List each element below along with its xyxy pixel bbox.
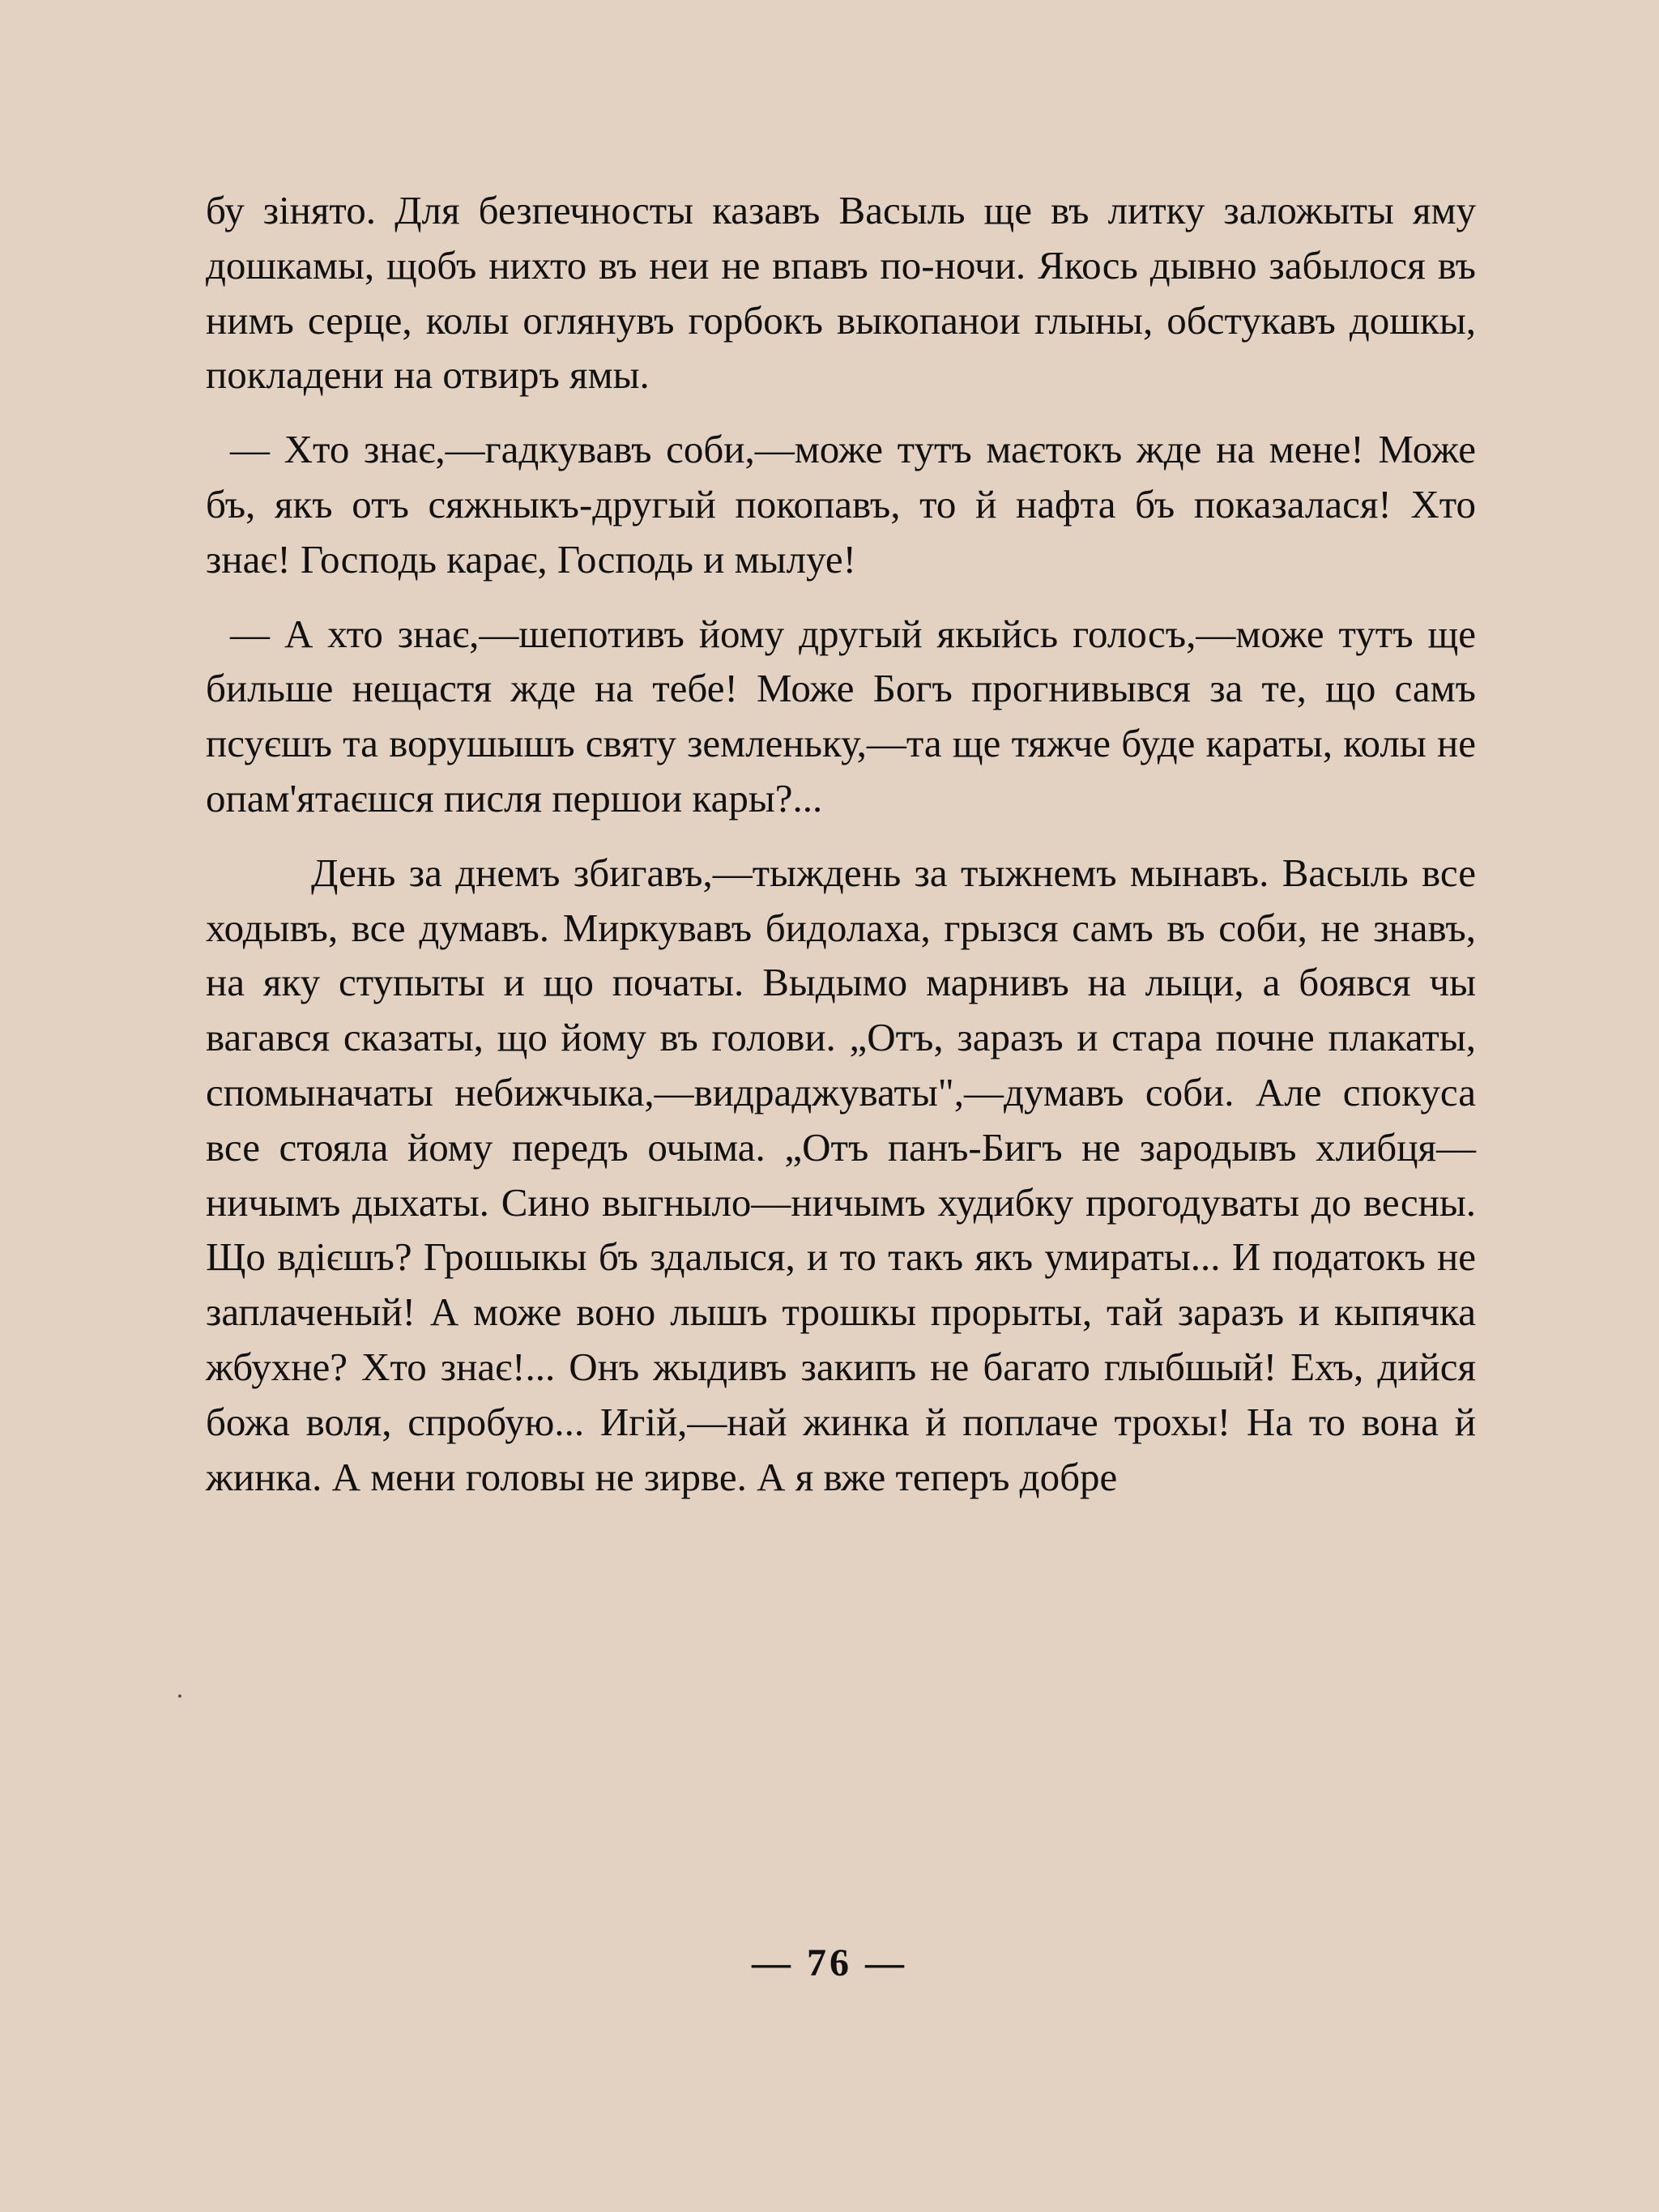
page-text [206, 183, 1476, 1504]
paragraph-3: — А хто знає,—шепотивъ йому другый якыйсь голосъ,—може тутъ ще бильше нещастя жде на тебе! Може Богъ прогнивывся за те, що самъ псуєшъ та ворушышъ святу земленьку,—та ще тяжче буде караты, колы не опам'ятаєшся писля першои кары?... [206, 611, 1476, 820]
paragraph-2: — Хто знає,—гадкувавъ соби,—може тутъ маєтокъ жде на мене! Може бъ, якъ отъ сяжныкъ-другый покопавъ, то й нафта бъ показалася! Хто знає! Господь карає, Господь и мылуе! [206, 427, 1476, 582]
scan-speck [178, 1694, 181, 1698]
paragraph-4: День за днемъ збигавъ,—тыждень за тыжнемъ мынавъ. Васыль все ходывъ, все думавъ. Миркувавъ бидолаха, грызся самъ въ соби, не знавъ, на яку ступыты и що почaты. Выдымо марнивъ на лыци, а боявся чы вагався сказаты, що йому въ голови. „Отъ, заразъ и стара почне плакаты, спомыначаты небижчыка,—видраджуваты",—думавъ соби. Але спокуса все стояла йому передъ очыма. „Отъ панъ-Бигъ не зародывъ хлибця—ничымъ дыхаты. Сино выгныло—ничымъ худибку прогодуваты до весны. Що вдієшъ? Грошыкы бъ здалыся, и то такъ якъ умираты... И податокъ не заплаченый! А може воно лышъ трошкы прорыты, тай заразъ и кыпячка жбухне? Хто знає!... Онъ жыдивъ закипъ не багато глыбшый! Ехъ, дийся божа воля, спробую... Игiй,—най жинка й поплаче трохы! На то вона й жинка. А мени головы не зирве. А я вже теперъ добре [206, 850, 1476, 1499]
paragraph-1: бу зiнято. Для безпечносты казавъ Васыль ще въ литку заложыты яму дошкамы, щобъ нихто въ неи не впавъ по-ночи. Якось дывно забылося въ нимъ серце, колы оглянувъ горбокъ выкопанои глыны, обстукавъ дошкы, покладени на отвиръ ямы. [206, 188, 1476, 398]
page-number: — 76 — [752, 1941, 907, 1984]
